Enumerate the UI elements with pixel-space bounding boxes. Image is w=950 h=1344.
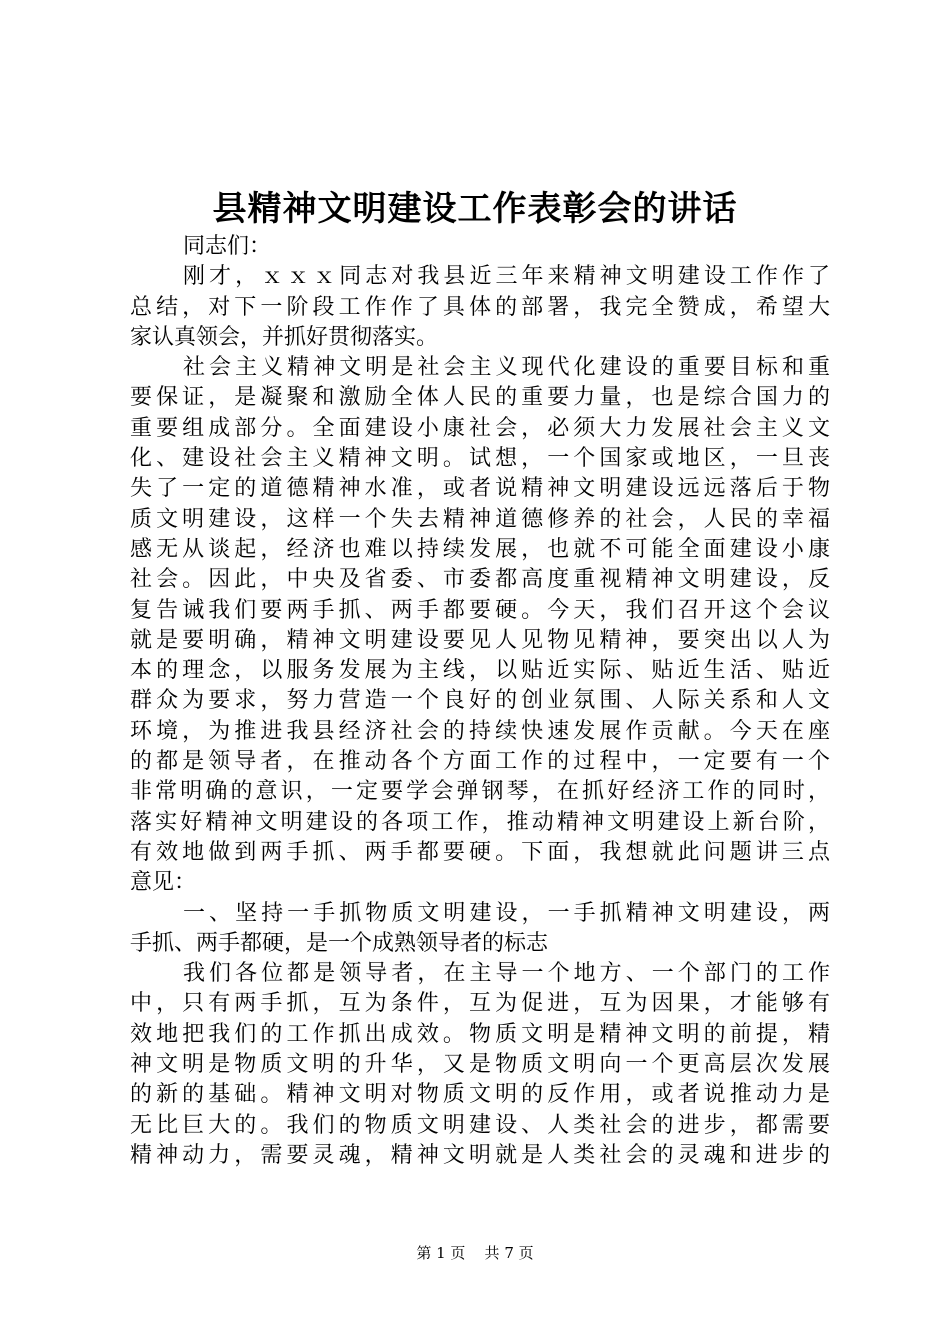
text-line-5: 社会主义精神文明是社会主义现代化建设的重要目标和重 — [183, 355, 830, 381]
text-line-22: 意见： — [130, 870, 197, 896]
text-line-13: 复告诫我们要两手抓、两手都要硬。今天，我们召开这个会议 — [130, 597, 830, 623]
text-line-21: 有效地做到两手抓、两手都要硬。下面，我想就此问题讲三点 — [130, 839, 830, 865]
text-line-31: 精神动力，需要灵魂，精神文明就是人类社会的灵魂和进步的 — [130, 1142, 830, 1168]
text-line-29: 的新的基础。精神文明对物质文明的反作用，或者说推动力是 — [130, 1082, 830, 1108]
document-body — [130, 232, 830, 1171]
text-line-3: 总结，对下一阶段工作作了具体的部署，我完全赞成，希望大 — [130, 294, 830, 320]
text-line-19: 非常明确的意识，一定要学会弹钢琴，在抓好经济工作的同时， — [130, 779, 830, 805]
text-line-30: 无比巨大的。我们的物质文明建设、人类社会的进步，都需要 — [130, 1112, 830, 1138]
text-line-12: 社会。因此，中央及省委、市委都高度重视精神文明建设，反 — [130, 567, 830, 593]
text-line-28: 神文明是物质文明的升华，又是物质文明向一个更高层次发展 — [130, 1052, 830, 1078]
text-line-15: 本的理念，以服务发展为主线，以贴近实际、贴近生活、贴近 — [130, 658, 830, 684]
text-line-16: 群众为要求，努力营造一个良好的创业氛围、人际关系和人文 — [130, 688, 830, 714]
text-line-24: 手抓、两手都硬，是一个成熟领导者的标志 — [130, 930, 549, 956]
text-line-27: 效地把我们的工作抓出成效。物质文明是精神文明的前提，精 — [130, 1021, 830, 1047]
document-title: 县精神文明建设工作表彰会的讲话 — [212, 189, 738, 229]
text-line-2: 刚才，ｘｘｘ同志对我县近三年来精神文明建设工作作了 — [183, 264, 830, 290]
text-line-26: 中，只有两手抓，互为条件，互为促进，互为因果，才能够有 — [130, 991, 830, 1017]
text-line-11: 感无从谈起，经济也难以持续发展，也就不可能全面建设小康 — [130, 536, 830, 562]
text-line-9: 失了一定的道德精神水准，或者说精神文明建设远远落后于物 — [130, 476, 830, 502]
text-line-17: 环境，为推进我县经济社会的持续快速发展作贡献。今天在座 — [130, 718, 830, 744]
text-line-20: 落实好精神文明建设的各项工作，推动精神文明建设上新台阶， — [130, 809, 830, 835]
text-line-25: 我们各位都是领导者，在主导一个地方、一个部门的工作 — [183, 961, 830, 987]
text-line-8: 化、建设社会主义精神文明。试想，一个国家或地区，一旦丧 — [130, 446, 830, 472]
text-line-1: 同志们： — [183, 234, 272, 259]
page-number: 第 1 页 — [416, 1244, 466, 1262]
page-footer — [0, 1243, 950, 1263]
page-separator — [470, 1244, 480, 1262]
text-line-10: 质文明建设，这样一个失去精神道德修养的社会，人民的幸福 — [130, 506, 830, 532]
text-line-18: 的都是领导者，在推动各个方面工作的过程中，一定要有一个 — [130, 749, 830, 775]
text-line-14: 就是要明确，精神文明建设要见人见物见精神，要突出以人为 — [130, 627, 830, 653]
text-line-6: 要保证，是凝聚和激励全体人民的重要力量，也是综合国力的 — [130, 385, 830, 411]
page-total: 共 7 页 — [484, 1244, 534, 1262]
text-line-23: 一、坚持一手抓物质文明建设，一手抓精神文明建设，两 — [183, 900, 830, 926]
text-line-4: 家认真领会，并抓好贯彻落实。 — [130, 324, 439, 350]
text-line-7: 重要组成部分。全面建设小康社会，必须大力发展社会主义文 — [130, 415, 830, 441]
